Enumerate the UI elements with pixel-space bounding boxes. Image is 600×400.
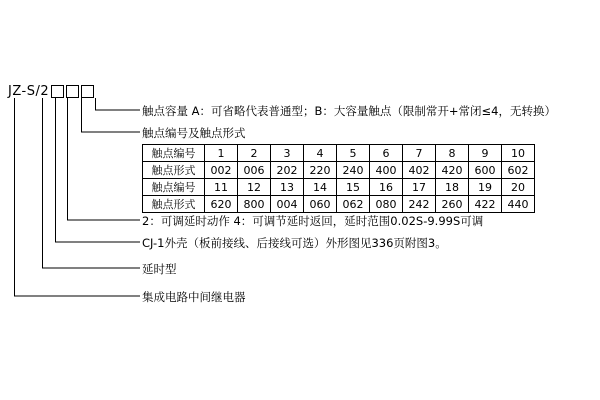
cell: 16	[370, 179, 403, 196]
code-box-2	[66, 85, 79, 98]
model-code-text: JZ-S/2	[8, 84, 50, 99]
cell: 440	[502, 196, 535, 213]
table-row	[143, 179, 535, 196]
table-row	[143, 145, 535, 162]
cell: 6	[370, 145, 403, 162]
cell: 17	[403, 179, 436, 196]
cell: 19	[469, 179, 502, 196]
row-header: 触点编号	[143, 179, 205, 196]
cell: 242	[403, 196, 436, 213]
row-header: 触点编号	[143, 145, 205, 162]
code-box-1	[51, 85, 64, 98]
row-header: 触点形式	[143, 196, 205, 213]
cell: 3	[271, 145, 304, 162]
note-contact-number-form: 触点编号及触点形式	[142, 126, 246, 140]
cell: 11	[205, 179, 238, 196]
cell: 240	[337, 162, 370, 179]
cell: 2	[238, 145, 271, 162]
note-delay-type: 延时型	[142, 262, 177, 276]
cell: 600	[469, 162, 502, 179]
note-contact-capacity: 触点容量 A：可省略代表普通型；B：大容量触点（限制常开+常闭≤4，无转换）	[142, 104, 556, 118]
cell: 800	[238, 196, 271, 213]
row-header: 触点形式	[143, 162, 205, 179]
cell: 20	[502, 179, 535, 196]
cell: 220	[304, 162, 337, 179]
cell: 602	[502, 162, 535, 179]
cell: 18	[436, 179, 469, 196]
cell: 400	[370, 162, 403, 179]
model-code	[8, 84, 94, 99]
contact-table	[142, 144, 535, 213]
cell: 006	[238, 162, 271, 179]
cell: 420	[436, 162, 469, 179]
cell: 260	[436, 196, 469, 213]
contact-table-wrap	[142, 144, 535, 213]
cell: 10	[502, 145, 535, 162]
cell: 004	[271, 196, 304, 213]
cell: 080	[370, 196, 403, 213]
cell: 002	[205, 162, 238, 179]
cell: 15	[337, 179, 370, 196]
code-box-3	[81, 85, 94, 98]
cell: 7	[403, 145, 436, 162]
cell: 1	[205, 145, 238, 162]
table-row	[143, 196, 535, 213]
note-timing-mode: 2：可调延时动作 4：可调节延时返回，延时范围0.02S-9.99S可调	[142, 214, 484, 228]
cell: 060	[304, 196, 337, 213]
note-relay-type: 集成电路中间继电器	[142, 290, 246, 304]
cell: 14	[304, 179, 337, 196]
contact-table-body	[143, 145, 535, 213]
cell: 620	[205, 196, 238, 213]
cell: 4	[304, 145, 337, 162]
cell: 12	[238, 179, 271, 196]
cell: 5	[337, 145, 370, 162]
cell: 9	[469, 145, 502, 162]
cell: 422	[469, 196, 502, 213]
cell: 062	[337, 196, 370, 213]
cell: 402	[403, 162, 436, 179]
note-case-type: CJ-1外壳（板前接线、后接线可选）外形图见336页附图3。	[142, 236, 447, 250]
cell: 202	[271, 162, 304, 179]
table-row	[143, 162, 535, 179]
cell: 8	[436, 145, 469, 162]
cell: 13	[271, 179, 304, 196]
